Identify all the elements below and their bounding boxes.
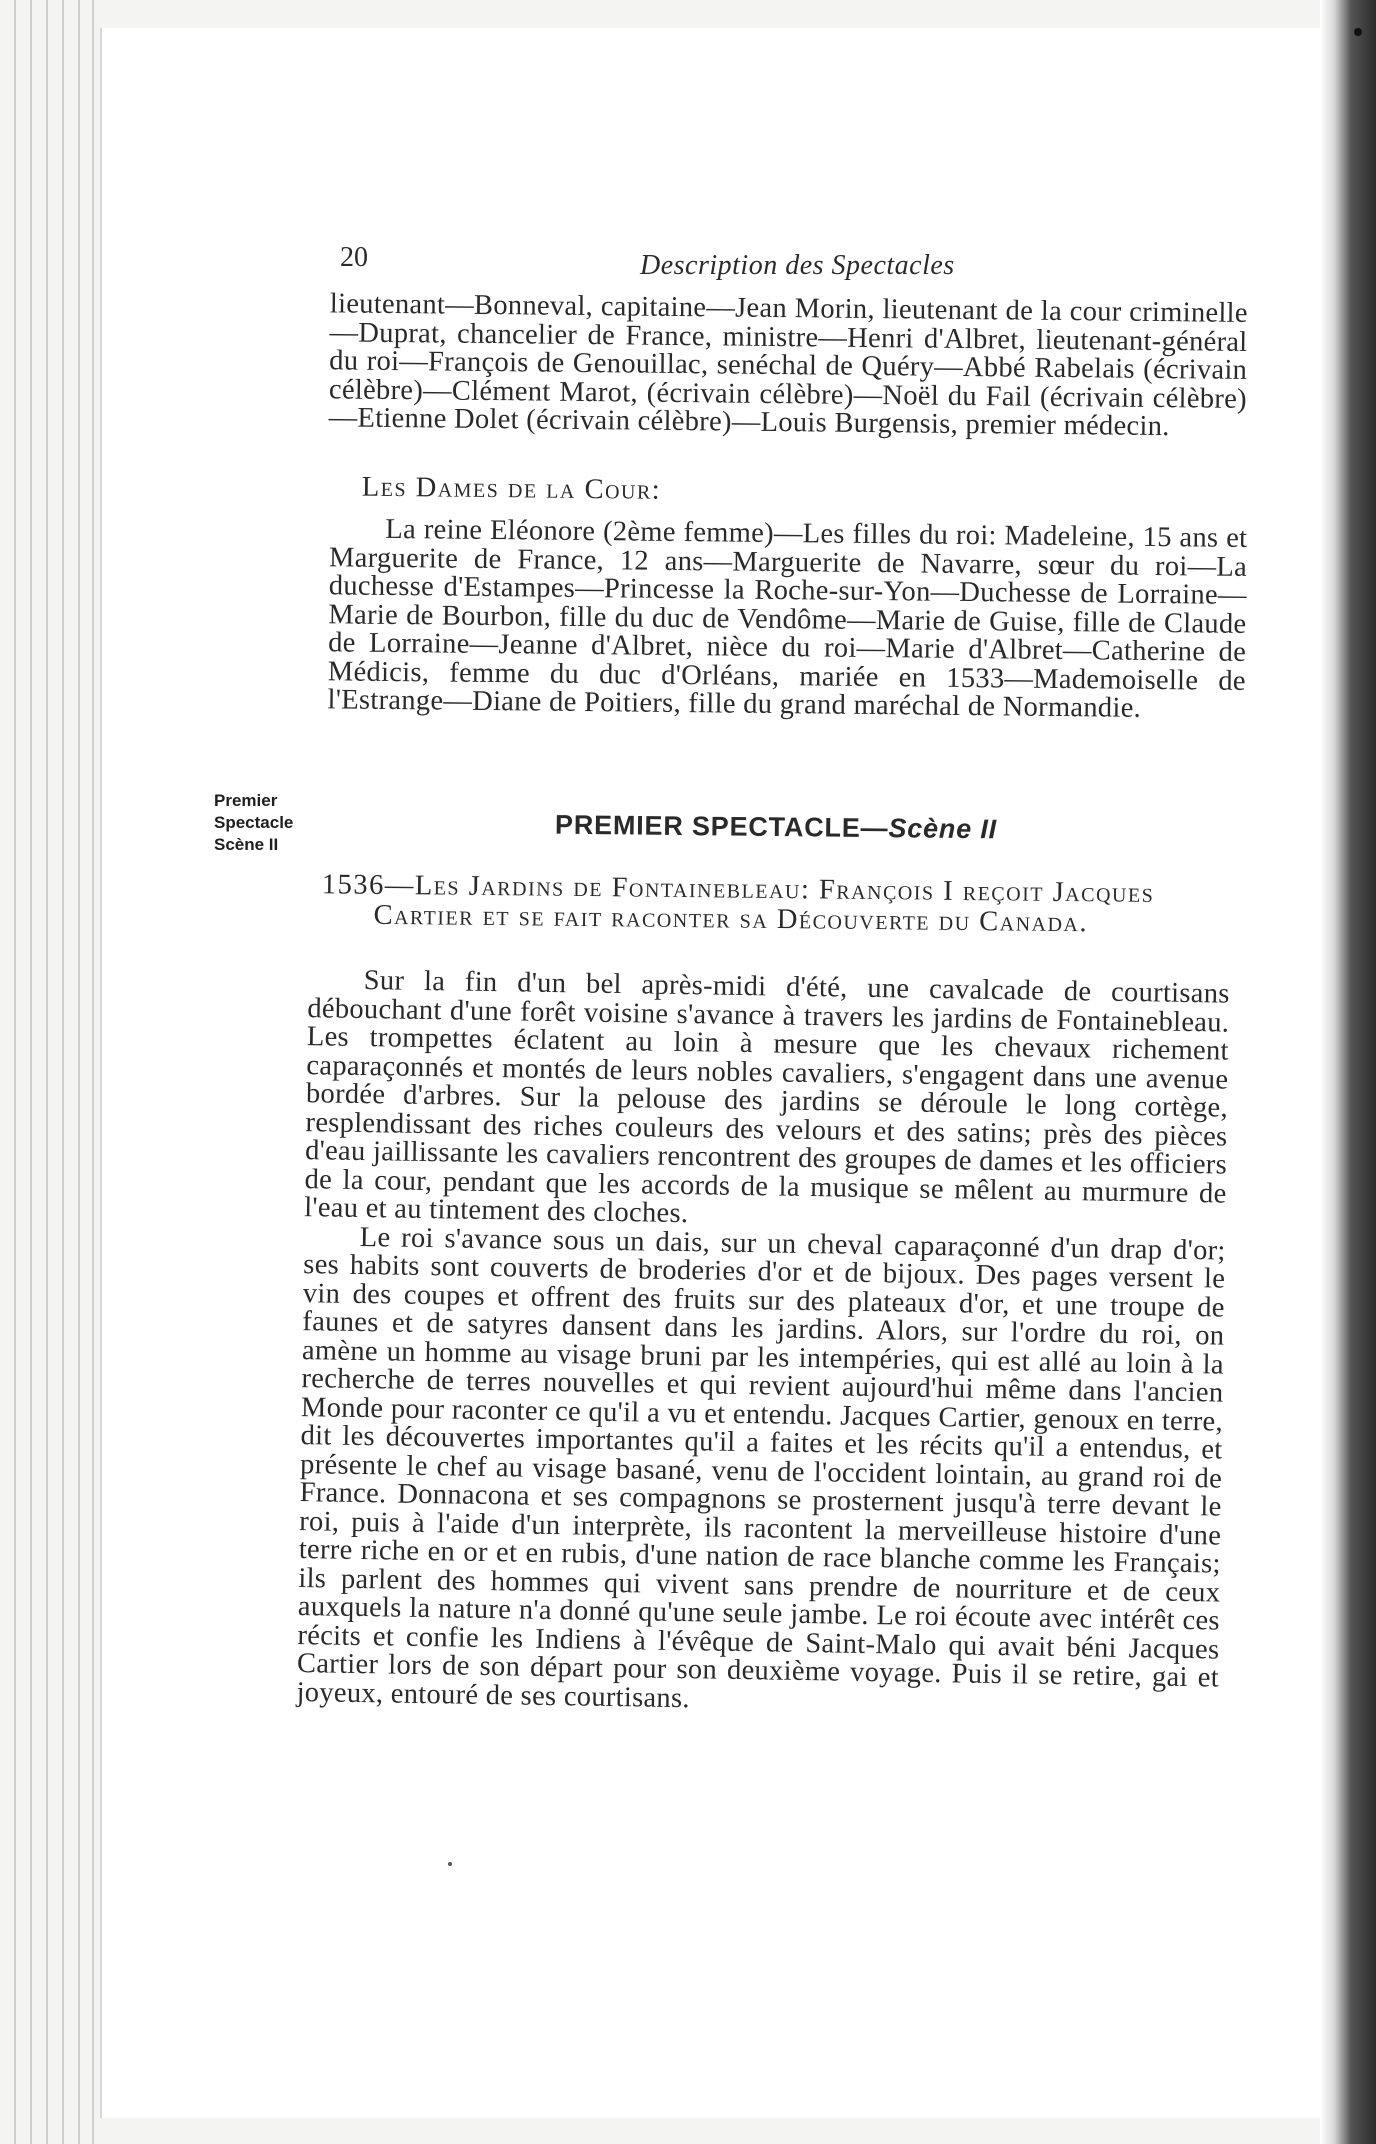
dames-paragraph: La reine Eléonore (2ème femme)—Les filles du roi: Madeleine, 15 ans et Marguerite de France, 12 ans—Marguerite de Navarre, sœur du roi—La duchesse d'Estampes—Princesse la Roche-sur-Yon—Duchesse de Lorraine—Marie de Bourbon, fille du duc de Vendôme—Marie de Guise, fille de Claude de Lorraine—Jeanne d'Albret, nièce du roi—Marie d'Albret—Catherine de Médicis, femme du duc d'Orléans, mariée en 1533—Mademoiselle de l'Estrange—Diane de Poitiers, fille du grand maréchal de Normandie. bbox=[327, 513, 1248, 724]
running-head bbox=[300, 230, 1258, 290]
spectacle-title-text: PREMIER SPECTACLE— bbox=[554, 809, 889, 844]
spectacle-subtitle-line: Cartier et se fait raconter sa Découverte du Canada. bbox=[373, 899, 1089, 939]
corner-mark bbox=[1354, 28, 1362, 36]
spectacle-section bbox=[296, 869, 1258, 1714]
continuation-paragraph: lieutenant—Bonneval, capitaine—Jean Morin, lieutenant de la cour criminelle—Duprat, chancelier de France, ministre—Henri d'Albret, lieutenant-général du roi—François de Genouillac, senéchal de Quéry—Abbé Rabelais (écrivain célèbre)—Clément Marot, (écrivain célèbre)—Noël du Fail (écrivain célèbre)—Etienne Dolet (écrivain célèbre)—Louis Burgensis, premier médecin. bbox=[328, 288, 1248, 443]
page-number: 20 bbox=[340, 242, 368, 273]
page-edge bbox=[14, 0, 26, 2144]
margin-note-line: Scène II bbox=[214, 835, 279, 854]
running-title: Description des Spectacles bbox=[640, 250, 955, 281]
page-edge bbox=[62, 0, 74, 2144]
spectacle-scene: Scène II bbox=[888, 813, 998, 845]
dames-block bbox=[297, 471, 1257, 725]
margin-note bbox=[214, 790, 293, 856]
spectacle-paragraph: Le roi s'avance sous un dais, sur un cheval caparaçonné d'un drap d'or; ses habits sont couverts de broderies d'or et de bijoux. Des pages versent le vin des coupes et offrent des fruits sur des plateaux d'or, et une troupe de faunes et de satyres dansent dans les jardins. Alors, sur l'ordre du roi, on amène un homme au visage bruni par les intempéries, qui est allé au loin à la recherche de terres nouvelles et qui revient aujourd'hui même dans l'ancien Monde pour raconter ce qu'il a vu et entendu. Jacques Cartier, genoux en terre, dit les découvertes importantes qu'il a faites et les récits qu'il a entendus, et présente le chef au visage basané, venu de l'occident lointain, au grand roi de France. Donnacona et ses compagnons se prosternent jusqu'à terre devant le roi, puis à l'aide d'un interprète, ils racontent la merveilleuse histoire d'une terre riche en or et en rubis, d'une nation de race blanche comme les Français; ils parlent des hommes qui vivent sans prendre de nourriture et de ceux auxquels la nature n'a donné qu'une seule jambe. Le roi écoute avec intérêt ces récits et confie les Indiens à l'évêque de Saint-Malo qui avait béni Jacques Cartier lors de son départ pour son deuxième voyage. Puis il se retire, gai et joyeux, entouré de ses courtisans. bbox=[296, 1221, 1226, 1714]
page-edge bbox=[46, 0, 58, 2144]
page-content bbox=[300, 230, 1258, 724]
spectacle-subtitle bbox=[299, 870, 1258, 940]
dames-heading: Les Dames de la Cour: bbox=[361, 471, 662, 506]
page-edge bbox=[30, 0, 42, 2144]
page-edge bbox=[78, 0, 90, 2144]
margin-note-line: Spectacle bbox=[214, 813, 294, 832]
spectacle-title bbox=[555, 810, 997, 846]
continuation-block bbox=[299, 290, 1258, 443]
page-shadow bbox=[1320, 0, 1376, 2144]
spectacle-paragraph: Sur la fin d'un bel après-midi d'été, une cavalcade de courtisans débouchant d'une forêt voisine s'avance à travers les jardins de Fontainebleau. Les trompettes éclatent au loin à mesure que les chevaux richement caparaçonnés et montés de leurs nobles cavaliers, s'engagent dans une avenue bordée d'arbres. Sur la pelouse des jardins se déroule le long cortège, resplendissant des riches couleurs des velours et des satins; près des pièces d'eau jaillissante les cavaliers rencontrent des groupes de dames et les officiers de la cour, pendant que les accords de la musique se mêlent au murmure de l'eau et au tintement des cloches. bbox=[303, 964, 1230, 1229]
spectacle-body bbox=[288, 966, 1258, 1722]
spectacle-subtitle-line: 1536—Les Jardins de Fontainebleau: François I reçoit Jacques bbox=[321, 869, 1155, 909]
margin-note-line: Premier bbox=[214, 791, 278, 810]
print-speck bbox=[448, 1862, 452, 1866]
